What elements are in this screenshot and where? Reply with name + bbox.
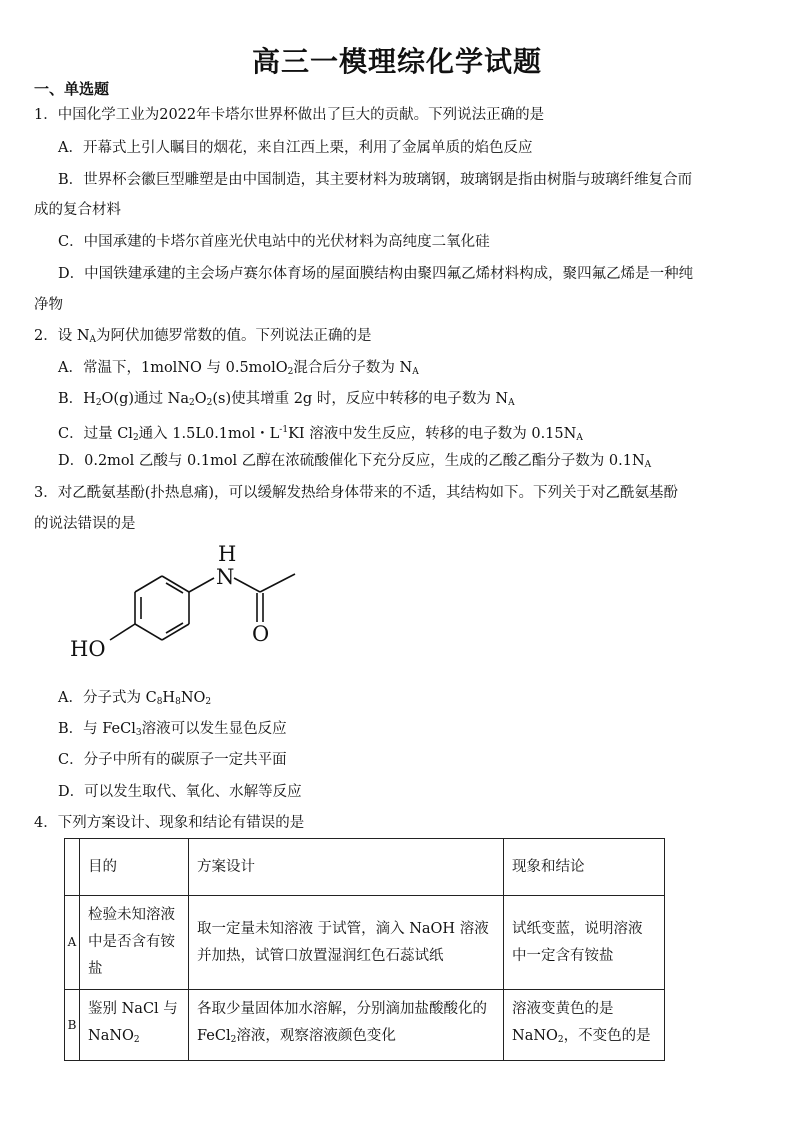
q3-stem: 3．对乙酰氨基酚(扑热息痛)，可以缓解发热给身体带来的不适，其结构如下。下列关于对乙酰氨基酚 xyxy=(34,485,679,501)
table-header-design: 方案设计 xyxy=(189,839,504,896)
q1-option-b-cont: 成的复合材料 xyxy=(34,202,121,218)
acetaminophen-structure xyxy=(62,538,312,673)
row-purpose: 鉴别 NaCl 与 NaNO$_2$ xyxy=(80,990,189,1061)
row-design: 取一定量未知溶液 于试管，滴入 NaOH 溶液并加热，试管口放置湿润红色石蕊试纸 xyxy=(189,896,504,990)
mol-n-label: N xyxy=(216,565,235,589)
ring-bond xyxy=(162,576,189,592)
ring-double-bond xyxy=(166,623,183,633)
row-design: 各取少量固体加水溶解，分别滴加盐酸酸化的 FeCl$_2$溶液，观察溶液颜色变化 xyxy=(189,990,504,1061)
q1-option-c: C．中国承建的卡塔尔首座光伏电站中的光伏材料为高纯度二氧化硅 xyxy=(58,234,490,250)
n-c-bond xyxy=(234,578,260,592)
q1-option-b: B．世界杯会徽巨型雕塑是由中国制造，其主要材料为玻璃钢，玻璃钢是指由树脂与玻璃纤维复合而 xyxy=(58,172,693,188)
row-label: B xyxy=(65,990,80,1061)
q2-option-c: C．过量 $Cl_2$通入 1.5L0.1mol・$L^{-1}KI$ 溶液中发生反应，转移的电子数为 $0.15N_A$ xyxy=(58,425,583,443)
q1-option-d-cont: 净物 xyxy=(34,297,63,313)
q3-option-a: A．分子式为 $C_8H_8NO_2$ xyxy=(58,690,212,707)
row-purpose: 检验未知溶液中是否含有铵盐 xyxy=(80,896,189,990)
ring-bond xyxy=(162,624,189,640)
table-header-purpose: 目的 xyxy=(80,839,189,896)
table-row xyxy=(65,990,665,1061)
c-oh-bond xyxy=(110,624,135,640)
q3-option-c: C．分子中所有的碳原子一定共平面 xyxy=(58,752,287,768)
row-label: A xyxy=(65,896,80,990)
q2-option-d: D．0.2mol 乙酸与 0.1mol 乙醇在浓硫酸催化下充分反应，生成的乙酸乙酯分子数为 $0.1N_A$ xyxy=(58,453,652,470)
q1-option-d: D．中国铁建承建的主会场卢赛尔体育场的屋面膜结构由聚四氟乙烯材料构成，聚四氟乙烯是一种纯 xyxy=(58,266,694,282)
c-n-bond xyxy=(189,578,214,592)
section-heading: 一、单选题 xyxy=(34,80,110,98)
q4-table xyxy=(64,838,665,1061)
mol-h-label: H xyxy=(218,542,237,566)
mol-o-label: O xyxy=(252,622,270,646)
q1-stem: 1．中国化学工业为2022年卡塔尔世界杯做出了巨大的贡献。下列说法正确的是 xyxy=(34,107,545,123)
page-title: 高三一模理综化学试题 xyxy=(251,45,542,78)
q2-option-b: B．$H_2O(g)$通过 $Na_2O_2(s)$使其增重 2g 时，反应中转移的电子数为 $N_A$ xyxy=(58,391,515,408)
table-cell-label xyxy=(65,839,80,896)
table-header-result: 现象和结论 xyxy=(504,839,665,896)
q3-option-b: B．与 FeCl$_3$溶液可以发生显色反应 xyxy=(58,721,287,738)
q4-stem: 4．下列方案设计、现象和结论有错误的是 xyxy=(34,815,305,831)
q2-stem: 2．设 $N_A$为阿伏加德罗常数的值。下列说法正确的是 xyxy=(34,328,372,345)
ring-bond xyxy=(135,624,162,640)
q3-stem-cont: 的说法错误的是 xyxy=(34,516,136,532)
c-methyl-bond xyxy=(260,574,295,592)
q1-option-a: A．开幕式上引人瞩目的烟花，来自江西上栗，利用了金属单质的焰色反应 xyxy=(58,140,533,156)
row-result: 溶液变黄色的是 NaNO$_2$，不变色的是 xyxy=(504,990,665,1061)
mol-ho-label: HO xyxy=(70,637,106,661)
q2-option-a: A．常温下，1molNO 与 0.5molO$_2$混合后分子数为 $N_A$ xyxy=(58,360,419,377)
table-header-row xyxy=(65,839,665,896)
q3-option-d: D．可以发生取代、氧化、水解等反应 xyxy=(58,784,302,800)
row-result: 试纸变蓝，说明溶液中一定含有铵盐 xyxy=(504,896,665,990)
table-row xyxy=(65,896,665,990)
ring-bond xyxy=(135,576,162,592)
ring-double-bond xyxy=(166,583,183,593)
